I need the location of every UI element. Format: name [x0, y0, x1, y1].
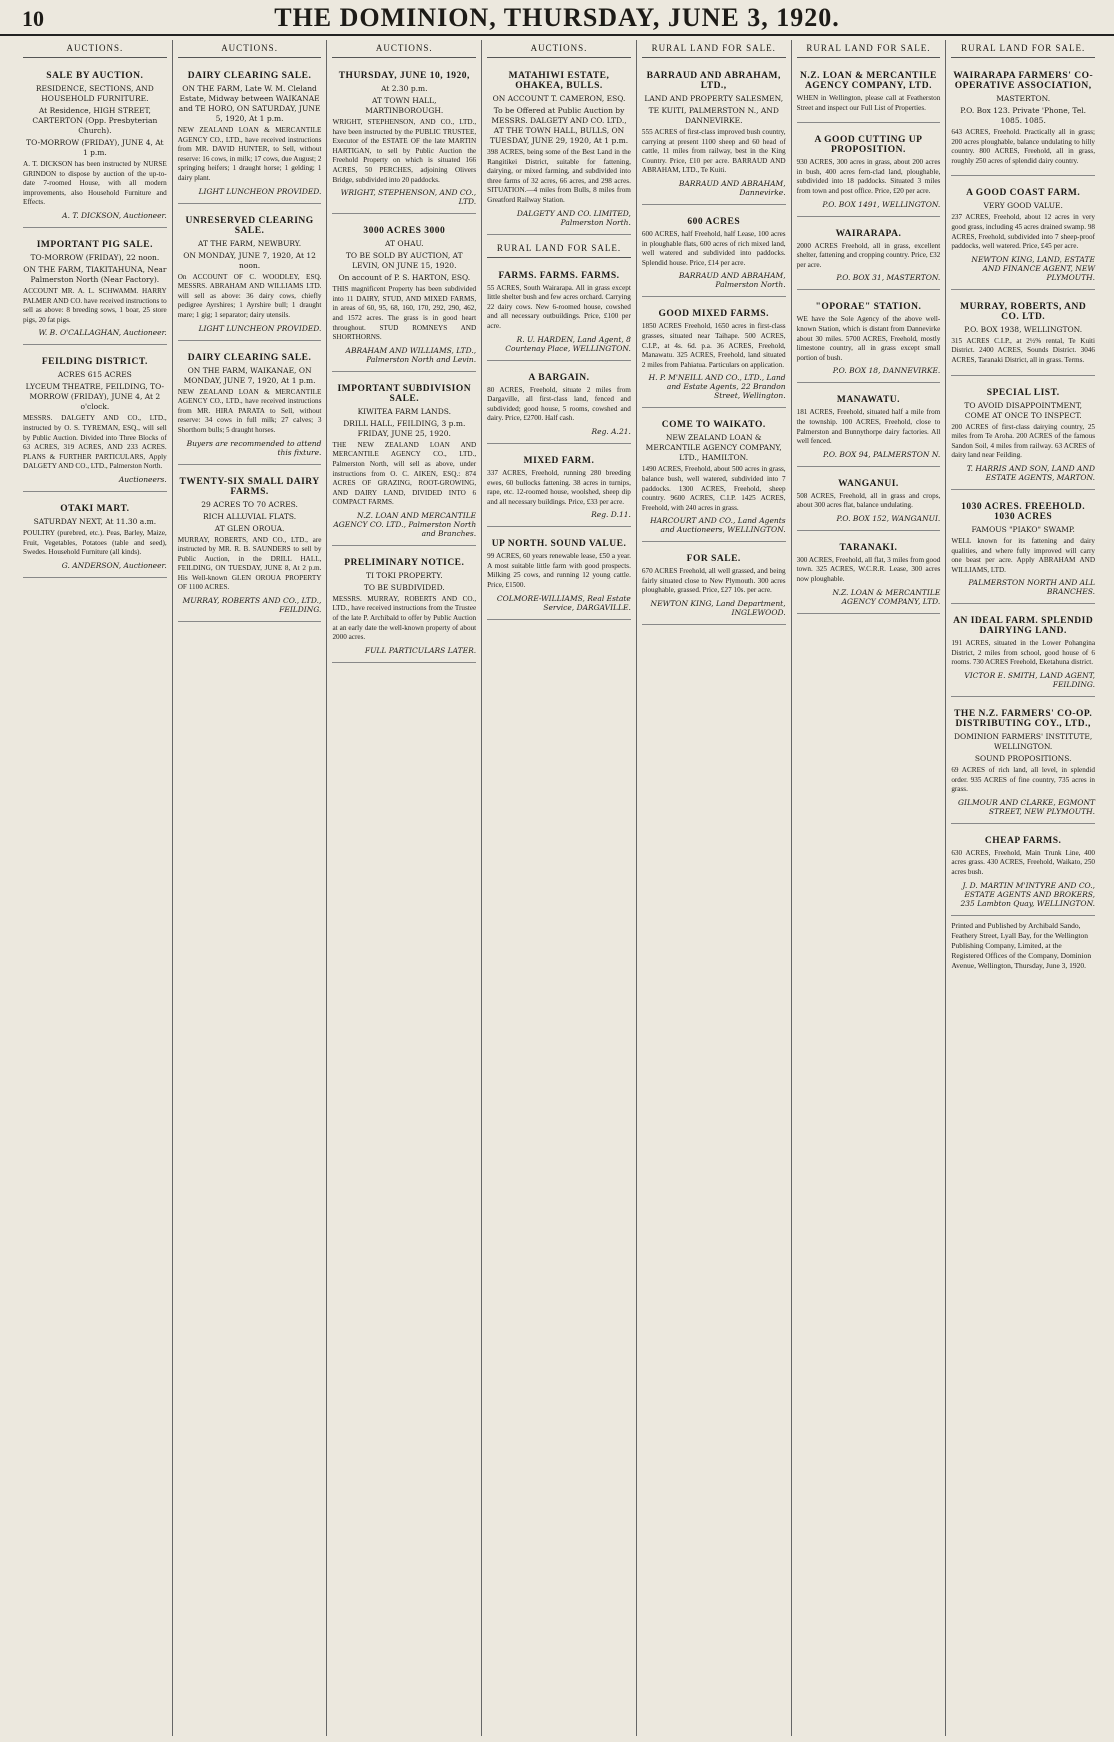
- column-6: [791, 40, 946, 1736]
- ad-subtitle: ON THE FARM, TIAKITAHUNA, Near Palmerston North (Near Factory).: [23, 264, 167, 284]
- advertisement: [332, 551, 476, 663]
- advertisement: [332, 377, 476, 546]
- ad-subtitle: SOUND PROPOSITIONS.: [974, 754, 1072, 764]
- advertisement: [642, 210, 786, 297]
- advertisement: [951, 829, 1095, 916]
- ad-body: MESSRS. MURRAY, ROBERTS AND CO., LTD., have received instructions from the Trustee of the late P. Archibald to offer by Public Auction at an early date the well-known property of about 2000 acres.: [332, 594, 477, 642]
- column-heading: AUCTIONS.: [178, 40, 322, 58]
- ad-signature: BARRAUD AND ABRAHAM, Palmerston North.: [678, 271, 786, 290]
- ad-title: GOOD MIXED FARMS.: [658, 309, 769, 320]
- advertisement: [23, 350, 167, 492]
- ad-signature: LIGHT LUNCHEON PROVIDED.: [198, 186, 322, 196]
- advertisement: [642, 547, 786, 625]
- ad-subtitle: P.O. Box 123. Private 'Phone, Tel. 1085. 1085.: [960, 106, 1087, 125]
- ad-signature: P.O. BOX 1491, WELLINGTON.: [822, 199, 941, 209]
- ad-title: SALE BY AUCTION.: [46, 71, 144, 81]
- ad-subtitle: NEW ZEALAND LOAN & MERCANTILE AGENCY COMPANY, LTD., HAMILTON.: [645, 433, 782, 463]
- ad-subtitle: AT GLEN OROUA.: [214, 523, 285, 533]
- ad-signature: P.O. BOX 152, WANGANUI.: [836, 513, 941, 523]
- ad-body: THIS magnificent Property has been subdivided into 11 DAIRY, STUD, AND MIXED FARMS, in areas of 60, 95, 68, 160, 170, 292, 290, 462, and 1572 acres. The grass is in good heart throughout. STUD ROMNEYS AND SHORTHORNS.: [332, 285, 477, 342]
- ad-subtitle: AT THE FARM, NEWBURY.: [197, 238, 302, 248]
- ad-title: MATAHIWI ESTATE, OHAKEA, BULLS.: [508, 71, 610, 91]
- ad-subtitle: DOMINION FARMERS' INSTITUTE, WELLINGTON.: [954, 732, 1093, 752]
- column-5: [636, 40, 791, 1736]
- advertisement: [23, 497, 167, 578]
- ad-body: 600 ACRES, half Freehold, half Lease, 100 acres in ploughable flats, 600 acres of rich mixed land, well watered and subdivided into paddocks. Splendid house. Price, £14 per acre.: [641, 229, 786, 267]
- section-heading: RURAL LAND FOR SALE.: [487, 240, 631, 258]
- ad-subtitle: TI TOKI PROPERTY.: [365, 570, 443, 580]
- advertisement: [951, 181, 1095, 289]
- ad-body: THE NEW ZEALAND LOAN AND MERCANTILE AGENCY CO., LTD., Palmerston North, will sell as above, under instructions from O. C. AIKEN, ESQ.: 874 ACRES OF GRAZING, ROOT-GROWING, AND DAIRY LAND, DIVIDED INTO 6 COMPACT FARMS.: [332, 440, 477, 507]
- advertisement: [487, 264, 631, 361]
- advertisement: [797, 222, 941, 291]
- ad-signature: G. ANDERSON, Auctioneer.: [61, 560, 167, 570]
- ad-subtitle: VERY GOOD VALUE.: [983, 201, 1063, 211]
- ad-title: THE N.Z. FARMERS' CO-OP. DISTRIBUTING COY., LTD.,: [954, 709, 1093, 730]
- ad-body: 315 ACRES C.I.P., at 2½% rental, Te Kuiti District. 2400 ACRES, Sounds District. 3046 ACRES, Taranaki District, all in grass. Terms.: [951, 336, 1096, 364]
- ad-signature: Reg. A.21.: [591, 426, 631, 436]
- ad-title: OTAKI MART.: [60, 503, 130, 514]
- ad-title: IMPORTANT SUBDIVISION SALE.: [337, 383, 472, 404]
- ad-subtitle: ACRES 615 ACRES: [57, 370, 132, 380]
- ad-signature: P.O. BOX 18, DANNEVIRKE.: [832, 366, 941, 376]
- ad-title: FEILDING DISTRICT.: [41, 357, 148, 368]
- ad-subtitle: P.O. BOX 1938, WELLINGTON.: [964, 324, 1083, 334]
- ad-body: On ACCOUNT OF C. WOODLEY, ESQ. MESSRS. ABRAHAM AND WILLIAMS LTD. will sell as above: 36 dairy cows, chiefly pedigree Ayrshires; 1 Ayrshire bull; 1 draught mare; 1 gig; 1 separator; dairy utensils.: [177, 272, 322, 319]
- page-number: 10: [22, 6, 44, 31]
- ad-body: 69 ACRES of rich land, all level, in splendid order. 935 ACRES of fine country, 735 acres in grass.: [951, 766, 1096, 794]
- ad-signature: T. HARRIS AND SON, LAND AND ESTATE AGENTS, MARTON.: [966, 463, 1096, 482]
- ad-subtitle: TO BE SOLD BY AUCTION, AT LEVIN, ON JUNE 15, 1920.: [345, 251, 463, 271]
- ad-body: 1490 ACRES, Freehold, about 500 acres in grass, balance bush, well watered, subdivided into 7 paddocks. 1300 ACRES, Freehold, sheep country. 9600 ACRES, C.I.P. 1425 ACRES, Freehold, with 240 acres in grass.: [641, 465, 786, 512]
- ad-body: WE have the Sole Agency of the above well-known Station, which is distant from Dannevirke about 30 miles. 5700 ACRES, Freehold, mostly limestone country, all in grass except small portion of bush.: [796, 315, 941, 362]
- advertisement: [951, 295, 1095, 376]
- ad-title: WAIRARAPA.: [835, 228, 902, 239]
- column-heading: AUCTIONS.: [487, 40, 631, 58]
- ad-body: 181 ACRES, Freehold, situated half a mile from the township. 100 ACRES, Freehold, close to Palmerston and Bunnythorpe dairy factories. All well fenced.: [796, 408, 941, 446]
- newspaper-title: THE DOMINION, THURSDAY, JUNE 3, 1920.: [274, 3, 840, 32]
- ad-signature: COLMORE-WILLIAMS, Real Estate Service, DARGAVILLE.: [496, 593, 631, 612]
- ad-body: 99 ACRES, 60 years renewable lease, £50 a year. A most suitable little farm with good prospects. Milking 25 cows, and running 12 young cattle. Price, £1500.: [487, 552, 631, 590]
- advertisement: [951, 64, 1095, 176]
- column-heading: RURAL LAND FOR SALE.: [951, 40, 1095, 58]
- advertisement: [642, 413, 786, 542]
- advertisement: [487, 532, 631, 619]
- ad-signature: N.Z. LOAN AND MERCANTILE AGENCY CO. LTD., Palmerston North and Branches.: [333, 510, 477, 538]
- ad-body: A. T. DICKSON has been instructed by NURSE GRINDON to dispose by auction of the up-to-date 7-roomed House, with all modern improvements, also Household Furniture and Effects.: [23, 160, 167, 207]
- advertisement: [951, 495, 1095, 604]
- advertisement: [797, 295, 941, 383]
- ad-title: 3000 ACRES 3000: [363, 226, 446, 237]
- ad-subtitle: At 2.30 p.m.: [381, 84, 428, 93]
- column-1: [18, 40, 172, 1736]
- ad-subtitle: RESIDENCE, SECTIONS, AND HOUSEHOLD FURNITURE.: [35, 84, 154, 103]
- ad-signature: DALGETY AND CO. LIMITED, Palmerston North.: [516, 208, 631, 227]
- ad-signature: A. T. DICKSON, Auctioneer.: [62, 210, 167, 220]
- ad-subtitle: ON MONDAY, JUNE 7, 1920, At 12 noon.: [183, 250, 316, 270]
- ad-body: WELL known for its fattening and dairy qualities, and where fully improved will carry one beast per acre. Apply ABRAHAM AND WILLIAMS, LTD.: [951, 536, 1096, 574]
- advertisement: [951, 381, 1095, 490]
- ad-body: 398 ACRES, being some of the Best Land in the Rangitikei District, suitable for fattening, dairying, or mixed farming, and subdivided into three farms of 32 acres, 66 acres, and 298 acres. SITUATION.—4 miles from Bulls, 8 miles from Greatford Railway Station.: [487, 148, 631, 204]
- ad-signature: Reg. D.11.: [591, 510, 631, 520]
- advertisement: [178, 209, 322, 341]
- ad-signature: PALMERSTON NORTH AND ALL BRANCHES.: [968, 578, 1096, 597]
- ad-body: WHEN in Wellington, please call at Featherston Street and inspect our Full List of Properties.: [796, 94, 941, 112]
- ad-subtitle: DRILL HALL, FEILDING, 3 p.m. FRIDAY, JUNE 25, 1920.: [343, 418, 466, 438]
- ad-signature: NEWTON KING, LAND, ESTATE AND FINANCE AGENT, NEW PLYMOUTH.: [971, 254, 1096, 282]
- ad-subtitle: AT TOWN HALL, MARTINBOROUGH.: [365, 96, 444, 115]
- ad-title: PRELIMINARY NOTICE.: [344, 557, 465, 568]
- ad-title: WAIRARAPA FARMERS' CO-OPERATIVE ASSOCIATION,: [953, 71, 1094, 91]
- ad-signature: J. D. MARTIN M'INTYRE AND CO., ESTATE AGENTS AND BROKERS, 235 Lambton Quay, WELLINGTON.: [960, 880, 1096, 908]
- ad-title: MURRAY, ROBERTS, AND CO. LTD.: [960, 301, 1087, 322]
- ad-body: 300 ACRES, Freehold, all flat, 3 miles from good town. 325 ACRES, W.C.R.R. Lease, 300 acres now ploughable.: [796, 555, 941, 584]
- ad-body: 508 ACRES, Freehold, all in grass and crops, about 300 acres flat, balance undulating.: [796, 491, 941, 510]
- ad-body: 191 ACRES, situated in the Lower Pohangina District, 2 miles from school, good house of 6 rooms. 730 ACRES Freehold, Eketahuna district.: [951, 639, 1096, 667]
- ad-title: UP NORTH. SOUND VALUE.: [491, 539, 627, 550]
- column-7: [945, 40, 1100, 1736]
- advertisement: [487, 366, 631, 444]
- ad-subtitle: LAND AND PROPERTY SALESMEN,: [644, 94, 784, 103]
- ad-subtitle: ON THE FARM, WAIKANAE, ON MONDAY, JUNE 7, 1920, At 1 p.m.: [183, 365, 316, 385]
- ad-body: POULTRY (purebred, etc.). Peas, Barley, Maize, Fruit, Vegetables, Potatoes (table and seed), Swedes. Household Furniture (all kinds).: [23, 528, 167, 557]
- ad-body: 55 ACRES, South Wairarapa. All in grass except little shelter bush and few acres orchard. Carrying 22 dairy cows. New 6-roomed house, cowshed and all necessary outbuildings. Price, £100 per acre.: [487, 283, 631, 330]
- ad-subtitle: AT OHAU.: [385, 239, 424, 249]
- ad-body: MESSRS. DALGETY AND CO., LTD., instructed by O. S. TYREMAN, ESQ., will sell by Public Auction. Divided into Three Blocks of 63 ACRES, 319 ACRES, AND 233 ACRES. PLANS & FURTHER PARTICULARS, Apply DALGETY AND CO., LTD., Palmerston North.: [23, 414, 167, 471]
- ad-subtitle: At Residence, HIGH STREET, CARTERTON (Opp. Presbyterian Church).: [32, 106, 158, 135]
- ad-subtitle: TE KUITI, PALMERSTON N., AND DANNEVIRKE.: [648, 106, 779, 125]
- ad-signature: Buyers are recommended to attend this fixture.: [186, 438, 322, 457]
- advertisement: [951, 702, 1095, 824]
- ad-title: UNRESERVED CLEARING SALE.: [185, 215, 314, 236]
- advertisement: [178, 64, 322, 204]
- advertisement: [178, 346, 322, 465]
- ad-subtitle: KIWITEA FARM LANDS.: [357, 406, 451, 416]
- ad-signature: LIGHT LUNCHEON PROVIDED.: [198, 323, 322, 333]
- ad-signature: FULL PARTICULARS LATER.: [364, 645, 477, 655]
- ad-title: SPECIAL LIST.: [986, 387, 1060, 398]
- masthead: [0, 0, 1114, 36]
- ad-title: BARRAUD AND ABRAHAM, LTD.,: [646, 71, 781, 91]
- ad-title: AN IDEAL FARM. SPLENDID DAIRYING LAND.: [953, 616, 1094, 637]
- ad-body: 200 ACRES of first-class dairying country, 25 miles from Te Aroha. 200 ACRES of the famous Sandon Soil, 4 miles from railway. 63 ACRES of dairy land near Feilding.: [951, 422, 1096, 460]
- column-4: [481, 40, 636, 1736]
- ad-signature: P.O. BOX 94, PALMERSTON N.: [822, 449, 941, 459]
- advertisement: [487, 449, 631, 527]
- ad-signature: GILMOUR AND CLARKE, EGMONT STREET, NEW PLYMOUTH.: [958, 797, 1096, 816]
- column-heading: RURAL LAND FOR SALE.: [642, 40, 786, 58]
- ad-body: 670 ACRES Freehold, all well grassed, and being fairly situated close to New Plymouth. 300 acres ploughable, grassed. Price, £27 10s. per acre.: [641, 567, 786, 595]
- ad-body: 630 ACRES, Freehold, Main Trunk Line, 400 acres grass. 430 ACRES, Freehold, Waikato, 250 acres bush.: [951, 848, 1096, 877]
- ad-title: TARANAKI.: [839, 542, 898, 553]
- ad-signature: MURRAY, ROBERTS AND CO., LTD., FEILDING.: [182, 596, 322, 615]
- ad-body: 643 ACRES, Freehold. Practically all in grass; 200 acres ploughable, balance undulating to hilly country. 800 ACRES, Freehold, all in grass, roughly 250 acres of splendid dairy country.: [951, 128, 1096, 165]
- column-heading: AUCTIONS.: [332, 40, 476, 58]
- advertisement: [797, 472, 941, 531]
- ad-subtitle: On account of P. S. HARTON, ESQ.: [338, 273, 471, 283]
- ad-subtitle: ON ACCOUNT T. CAMERON, ESQ.: [492, 94, 626, 103]
- ad-title: IMPORTANT PIG SALE.: [36, 239, 153, 250]
- advertisement: [23, 64, 167, 228]
- ad-subtitle: TO-MORROW (FRIDAY), 22 noon.: [30, 252, 160, 262]
- ad-title: WANGANUI.: [838, 478, 899, 489]
- ad-body: 237 ACRES, Freehold, about 12 acres in very good grass, including 45 acres drained swamp. 98 ACRES, Freehold, subdivided into 7 sheep-proof paddocks, well watered. Price, £45 per acre.: [951, 213, 1096, 251]
- ad-title: 600 ACRES: [687, 216, 741, 227]
- ad-subtitle: SATURDAY NEXT, At 11.30 a.m.: [33, 516, 157, 526]
- ad-subtitle: LYCEUM THEATRE, FEILDING, TO-MORROW (FRIDAY), JUNE 4, At 2 o'clock.: [25, 382, 165, 412]
- ad-body: 2000 ACRES Freehold, all in grass, excellent shelter, fattening and cropping country. Price, £32 per acre.: [796, 241, 941, 269]
- column-heading: RURAL LAND FOR SALE.: [797, 40, 941, 58]
- printer-imprint: Printed and Published by Archibald Sando, Feathery Street, Lyall Bay, for the Wellington Publishing Company, Limited, at the Registered Offices of the Company, Dominion Avenue, Wellington, Thursday, June 3, 1920.: [951, 920, 1092, 970]
- advertisement: [642, 64, 786, 205]
- advertisement: [797, 388, 941, 466]
- ad-title: COME TO WAIKATO.: [661, 420, 766, 431]
- ad-body: ACCOUNT MR. A. L. SCHWAMM. HARRY PALMER AND CO. have received instructions to sell as above: 8 breeding sows, 1 boar, 25 store pigs, 20 fat pigs.: [23, 286, 167, 324]
- ad-subtitle: TO-MORROW (FRIDAY), JUNE 4, At 1 p.m.: [26, 138, 164, 157]
- advertisement: [23, 233, 167, 345]
- page-columns: [18, 40, 1100, 1736]
- advertisement: [487, 64, 631, 235]
- ad-title: MANAWATU.: [836, 395, 901, 406]
- advertisement: [178, 470, 322, 623]
- ad-title: 1030 ACRES. FREEHOLD. 1030 ACRES: [961, 501, 1086, 522]
- ad-signature: H. P. M'NEILL AND CO., LTD., Land and Estate Agents, 22 Brandon Street, Wellington.: [648, 373, 786, 401]
- ad-title: A GOOD COAST FARM.: [966, 188, 1081, 199]
- ad-body: 80 ACRES, Freehold, situate 2 miles from Dargaville, all first-class land, fenced and subdivided; good house, 5 rooms, cowshed and dairy. Price, £2700. Half cash.: [487, 385, 631, 423]
- ad-title: DAIRY CLEARING SALE.: [187, 352, 312, 363]
- ad-signature: BARRAUD AND ABRAHAM, Dannevirke.: [678, 178, 786, 197]
- ad-title: THURSDAY, JUNE 10, 1920,: [338, 71, 470, 81]
- ad-subtitle: 29 ACRES TO 70 ACRES.: [201, 499, 298, 509]
- ad-subtitle: To be Offered at Public Auction by MESSRS. DALGETY AND CO. LTD., AT THE TOWN HALL, BULLS, ON TUESDAY, JUNE 29, 1920, At 1 p.m.: [489, 106, 629, 145]
- ad-subtitle: TO BE SUBDIVIDED.: [363, 582, 445, 592]
- advertisement: [797, 128, 941, 216]
- ad-signature: N.Z. LOAN & MERCANTILE AGENCY COMPANY, LTD.: [832, 587, 941, 606]
- ad-title: A BARGAIN.: [528, 372, 590, 383]
- ad-title: FARMS. FARMS. FARMS.: [498, 270, 620, 281]
- advertisement: [332, 64, 476, 214]
- ad-signature: P.O. BOX 31, MASTERTON.: [836, 273, 941, 283]
- ad-body: NEW ZEALAND LOAN & MERCANTILE AGENCY CO., LTD., have received instructions from MR. HIRA PARATA to Sell, without reserve: 34 cows in full milk; 27 calves; 3 Shorthorn bulls; 5 draught horses.: [177, 387, 322, 434]
- ad-signature: WRIGHT, STEPHENSON, AND CO., LTD.: [340, 188, 477, 207]
- ad-title: MIXED FARM.: [523, 455, 595, 466]
- ad-title: CHEAP FARMS.: [984, 835, 1062, 846]
- ad-subtitle: TO AVOID DISAPPOINTMENT, COME AT ONCE TO INSPECT.: [964, 400, 1082, 420]
- ad-signature: Auctioneers.: [118, 474, 167, 484]
- ad-body: MURRAY, ROBERTS, AND CO., LTD., are instructed by MR. R. B. SAUNDERS to sell by Public Auction, in the DRILL HALL, FEILDING, ON TUESDAY, JUNE 8, At 2 p.m. His Well-known GLEN OROUA PROPERTY OF 1100 ACRES.: [177, 535, 322, 592]
- ad-signature: W. B. O'CALLAGHAN, Auctioneer.: [38, 328, 167, 338]
- ad-body: 555 ACRES of first-class improved bush country, carrying at present 1100 sheep and 60 head of cattle, 11 miles from railway, best in the King Country. Price, £10 per acre. BARRAUD AND ABRAHAM, LTD., Te Kuiti.: [641, 128, 786, 175]
- ad-title: N.Z. LOAN & MERCANTILE AGENCY COMPANY, LTD.: [800, 71, 937, 91]
- advertisement: [797, 536, 941, 614]
- ad-title: DAIRY CLEARING SALE.: [187, 71, 312, 81]
- column-3: [326, 40, 481, 1736]
- ad-body: 930 ACRES, 300 acres in grass, about 200 acres in bush, 400 acres fern-clad land, ploughable, subdivided into 18 paddocks. Situated 3 miles from town and post office. Price, £20 per acre.: [796, 158, 941, 195]
- ad-body: 1850 ACRES Freehold, 1650 acres in first-class grasses, situated near Taihape. 500 ACRES, C.I.P., at 4s. 6d. p.a. 36 ACRES, Freehold, Manawatu. 325 ACRES, Freehold, land situated 2 miles from Pahiatua. Particulars on application.: [641, 322, 786, 369]
- ad-signature: VICTOR E. SMITH, LAND AGENT, FEILDING.: [964, 671, 1096, 690]
- ad-title: FOR SALE.: [686, 554, 741, 565]
- ad-signature: R. U. HARDEN, Land Agent, 8 Courtenay Place, WELLINGTON.: [505, 334, 631, 353]
- ad-body: NEW ZEALAND LOAN & MERCANTILE AGENCY CO., LTD., have received instructions from MR. DAVID HUNTER, to Sell, without reserve: 16 cows, in milk; 17 cows, due August; 2 springing heifers; 1 draught horse; 1 gelding; 1 dairy plant.: [177, 126, 322, 182]
- ad-title: TWENTY-SIX SMALL DAIRY FARMS.: [179, 476, 320, 497]
- ad-subtitle: FAMOUS "PIAKO" SWAMP.: [971, 524, 1075, 534]
- column-heading: AUCTIONS.: [23, 40, 167, 58]
- advertisement: [332, 219, 476, 372]
- ad-signature: ABRAHAM AND WILLIAMS, LTD., Palmerston North and Levin.: [345, 345, 477, 364]
- ad-subtitle: ON THE FARM, Late W. M. Cleland Estate, Midway between WAIKANAE and TE HORO, ON SATURDAY, JUNE 5, 1920, At 1 p.m.: [178, 84, 321, 123]
- advertisement: [642, 302, 786, 408]
- ad-title: "OPORAE" STATION.: [815, 302, 922, 313]
- ad-signature: HARCOURT AND CO., Land Agents and Auctioneers, WELLINGTON.: [650, 516, 786, 535]
- ad-body: 337 ACRES, Freehold, running 280 breeding ewes, 60 bullocks fattening. 38 acres in turnips, rape, etc. 12-roomed house, woolshed, sheep dip and all necessary buildings. Price, £33 per acre.: [487, 468, 631, 506]
- column-2: [172, 40, 327, 1736]
- ad-title: A GOOD CUTTING UP PROPOSITION.: [814, 135, 923, 156]
- ad-body: WRIGHT, STEPHENSON, AND CO., LTD., have been instructed by the PUBLIC TRUSTEE, Executor of the ESTATE OF the late MARTIN HARTIGAN, to sell by Public Auction the Freehold Property on which is situated 166 ACRES, 50 PERCHES, adjoining Olivers Bridge, subdivided into 20 paddocks.: [332, 118, 477, 184]
- ad-subtitle: RICH ALLUVIAL FLATS.: [202, 511, 297, 521]
- advertisement: [951, 609, 1095, 697]
- advertisement: [797, 64, 941, 123]
- ad-signature: NEWTON KING, Land Department, INGLEWOOD.: [650, 599, 786, 618]
- ad-subtitle: MASTERTON.: [996, 94, 1051, 103]
